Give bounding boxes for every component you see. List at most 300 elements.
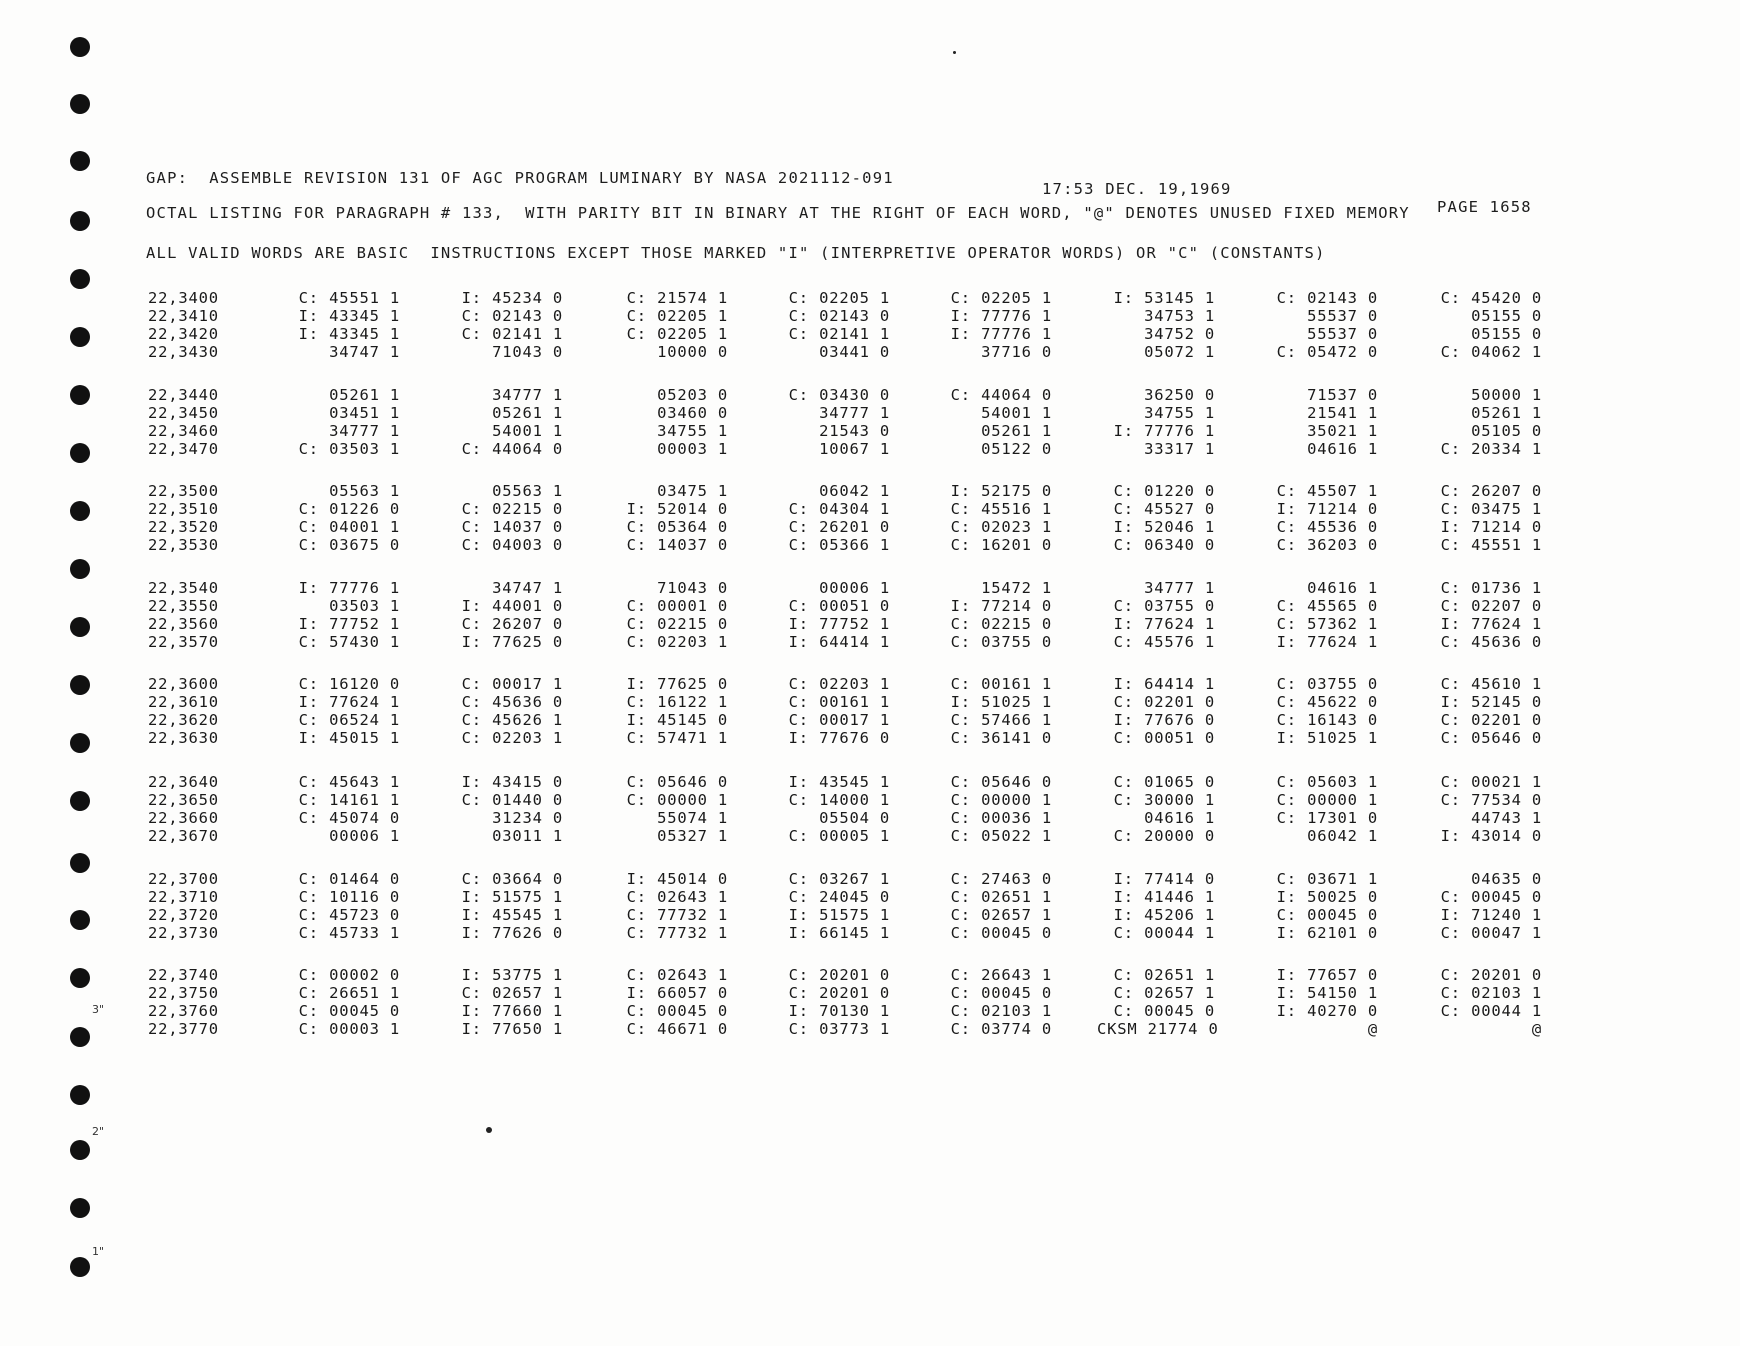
- octal-word: C: 00000 1: [1276, 791, 1378, 809]
- octal-word: I: 77657 0: [1276, 966, 1378, 984]
- octal-word: C: 02205 1: [626, 325, 728, 343]
- octal-word: C: 14037 0: [461, 518, 563, 536]
- octal-word: C: 00002 0: [298, 966, 400, 984]
- memory-address: 22,3700: [148, 870, 219, 888]
- listing-row: [0, 615, 1740, 633]
- octal-word: C: 02215 0: [461, 500, 563, 518]
- memory-address: 22,3610: [148, 693, 219, 711]
- octal-word: 36250 0: [1144, 386, 1215, 404]
- octal-word: I: 52014 0: [626, 500, 728, 518]
- octal-word: 54001 1: [981, 404, 1052, 422]
- octal-word: 05261 1: [981, 422, 1052, 440]
- octal-word: C: 02215 0: [950, 615, 1052, 633]
- memory-address: 22,3650: [148, 791, 219, 809]
- octal-word: C: 02201 0: [1440, 711, 1542, 729]
- octal-word: 05155 0: [1471, 307, 1542, 325]
- octal-word: I: 66145 1: [788, 924, 890, 942]
- memory-address: 22,3660: [148, 809, 219, 827]
- octal-word: C: 05472 0: [1276, 343, 1378, 361]
- octal-word: 05261 1: [492, 404, 563, 422]
- octal-word: I: 64414 1: [788, 633, 890, 651]
- margin-mark: 1": [92, 1245, 105, 1258]
- octal-word: C: 77732 1: [626, 924, 728, 942]
- octal-word: C: 00000 1: [950, 791, 1052, 809]
- octal-word: C: 20000 0: [1113, 827, 1215, 845]
- octal-word: C: 00161 1: [950, 675, 1052, 693]
- listing-row: [0, 924, 1740, 942]
- listing-header-title: GAP: ASSEMBLE REVISION 131 OF AGC PROGRAM LUMINARY BY NASA 2021112-091: [146, 169, 894, 187]
- octal-word: 06042 1: [1307, 827, 1378, 845]
- octal-word: C: 21574 1: [626, 289, 728, 307]
- octal-word: 31234 0: [492, 809, 563, 827]
- octal-word: I: 77214 0: [950, 597, 1052, 615]
- octal-word: C: 20201 0: [788, 984, 890, 1002]
- octal-word: C: 03475 1: [1440, 500, 1542, 518]
- octal-word: C: 02205 1: [950, 289, 1052, 307]
- memory-address: 22,3600: [148, 675, 219, 693]
- listing-timestamp: 17:53 DEC. 19,1969: [1042, 180, 1232, 198]
- octal-word: C: 02203 1: [461, 729, 563, 747]
- octal-word: C: 45420 0: [1440, 289, 1542, 307]
- octal-word: C: 20334 1: [1440, 440, 1542, 458]
- octal-word: I: 77625 0: [461, 633, 563, 651]
- octal-word: C: 16143 0: [1276, 711, 1378, 729]
- octal-word: 03451 1: [329, 404, 400, 422]
- octal-word: C: 02643 1: [626, 966, 728, 984]
- octal-word: C: 27463 0: [950, 870, 1052, 888]
- octal-word: C: 00045 0: [626, 1002, 728, 1020]
- octal-word: C: 77732 1: [626, 906, 728, 924]
- memory-address: 22,3460: [148, 422, 219, 440]
- octal-word: 04616 1: [1307, 440, 1378, 458]
- octal-word: 04616 1: [1144, 809, 1215, 827]
- listing-row: [0, 500, 1740, 518]
- octal-word: I: 45206 1: [1113, 906, 1215, 924]
- octal-word: C: 00045 0: [1113, 1002, 1215, 1020]
- listing-row: [0, 482, 1740, 500]
- octal-word: C: 45507 1: [1276, 482, 1378, 500]
- octal-word: I: 43545 1: [788, 773, 890, 791]
- octal-word: C: 20201 0: [1440, 966, 1542, 984]
- listing-row: [0, 307, 1740, 325]
- octal-word: C: 06524 1: [298, 711, 400, 729]
- octal-word: C: 16122 1: [626, 693, 728, 711]
- listing-row: [0, 791, 1740, 809]
- memory-address: 22,3730: [148, 924, 219, 942]
- octal-word: I: 44001 0: [461, 597, 563, 615]
- octal-word: C: 05646 0: [1440, 729, 1542, 747]
- octal-word: C: 00017 1: [461, 675, 563, 693]
- octal-word: 71043 0: [657, 579, 728, 597]
- octal-word: I: 77752 1: [298, 615, 400, 633]
- octal-word: I: 50025 0: [1276, 888, 1378, 906]
- octal-word: C: 05603 1: [1276, 773, 1378, 791]
- octal-word: C: 01736 1: [1440, 579, 1542, 597]
- octal-word: 03441 0: [819, 343, 890, 361]
- octal-word: C: 44064 0: [950, 386, 1052, 404]
- listing-row: [0, 440, 1740, 458]
- octal-word: 55537 0: [1307, 325, 1378, 343]
- listing-row: [0, 518, 1740, 536]
- octal-word: C: 02207 0: [1440, 597, 1542, 615]
- octal-word: 34755 1: [657, 422, 728, 440]
- octal-word: I: 77676 0: [1113, 711, 1215, 729]
- octal-word: 05504 0: [819, 809, 890, 827]
- octal-word: C: 00000 1: [626, 791, 728, 809]
- octal-word: C: 02643 1: [626, 888, 728, 906]
- listing-header-description: OCTAL LISTING FOR PARAGRAPH # 133, WITH PARITY BIT IN BINARY AT THE RIGHT OF EACH WORD, "@" DENOTES UNUSED FIXED MEMORY: [146, 204, 1410, 222]
- memory-address: 22,3540: [148, 579, 219, 597]
- octal-word: I: 71214 0: [1440, 518, 1542, 536]
- octal-word: C: 02651 1: [950, 888, 1052, 906]
- octal-word: 00006 1: [819, 579, 890, 597]
- octal-word: I: 51575 1: [788, 906, 890, 924]
- octal-word: C: 45536 0: [1276, 518, 1378, 536]
- octal-word: 50000 1: [1471, 386, 1542, 404]
- octal-word: I: 66057 0: [626, 984, 728, 1002]
- octal-word: 05155 0: [1471, 325, 1542, 343]
- octal-word: 03503 1: [329, 597, 400, 615]
- octal-word: I: 51025 1: [950, 693, 1052, 711]
- octal-word: I: 52046 1: [1113, 518, 1215, 536]
- listing-row: [0, 984, 1740, 1002]
- octal-word: C: 14037 0: [626, 536, 728, 554]
- octal-word: C: 04003 0: [461, 536, 563, 554]
- octal-word: C: 04304 1: [788, 500, 890, 518]
- octal-word: C: 45565 0: [1276, 597, 1378, 615]
- memory-address: 22,3630: [148, 729, 219, 747]
- octal-word: 34753 1: [1144, 307, 1215, 325]
- octal-word: 55537 0: [1307, 307, 1378, 325]
- octal-word: I: 41446 1: [1113, 888, 1215, 906]
- octal-word: C: 02203 1: [788, 675, 890, 693]
- octal-word: I: 77752 1: [788, 615, 890, 633]
- octal-word: 55074 1: [657, 809, 728, 827]
- octal-word: I: 77660 1: [461, 1002, 563, 1020]
- octal-word: @: [1367, 1020, 1378, 1038]
- octal-word: I: 77776 1: [950, 307, 1052, 325]
- octal-word: C: 04001 1: [298, 518, 400, 536]
- octal-word: C: 02203 1: [626, 633, 728, 651]
- octal-word: C: 05364 0: [626, 518, 728, 536]
- octal-word: C: 05646 0: [950, 773, 1052, 791]
- octal-word: 34747 1: [492, 579, 563, 597]
- octal-word: 10067 1: [819, 440, 890, 458]
- listing-row: [0, 386, 1740, 404]
- listing-row: [0, 579, 1740, 597]
- listing-row: [0, 597, 1740, 615]
- octal-word: C: 45636 0: [1440, 633, 1542, 651]
- listing-row: [0, 773, 1740, 791]
- octal-word: I: 45545 1: [461, 906, 563, 924]
- octal-word: C: 45610 1: [1440, 675, 1542, 693]
- memory-address: 22,3720: [148, 906, 219, 924]
- memory-address: 22,3470: [148, 440, 219, 458]
- octal-word: C: 00005 1: [788, 827, 890, 845]
- octal-word: I: 77624 1: [1276, 633, 1378, 651]
- octal-word: C: 57466 1: [950, 711, 1052, 729]
- octal-word: I: 64414 1: [1113, 675, 1215, 693]
- octal-word: C: 45516 1: [950, 500, 1052, 518]
- octal-word: C: 36141 0: [950, 729, 1052, 747]
- octal-word: C: 00161 1: [788, 693, 890, 711]
- octal-word: 06042 1: [819, 482, 890, 500]
- octal-word: C: 00045 0: [298, 1002, 400, 1020]
- octal-word: C: 03755 0: [1276, 675, 1378, 693]
- octal-word: C: 01220 0: [1113, 482, 1215, 500]
- octal-word: C: 02103 1: [1440, 984, 1542, 1002]
- octal-word: C: 10116 0: [298, 888, 400, 906]
- octal-word: C: 03755 0: [1113, 597, 1215, 615]
- octal-word: I: 77624 1: [1113, 615, 1215, 633]
- octal-word: C: 26643 1: [950, 966, 1052, 984]
- listing-row: [0, 809, 1740, 827]
- memory-address: 22,3520: [148, 518, 219, 536]
- memory-address: 22,3770: [148, 1020, 219, 1038]
- octal-word: I: 77624 1: [298, 693, 400, 711]
- octal-word: I: 54150 1: [1276, 984, 1378, 1002]
- octal-word: C: 14161 1: [298, 791, 400, 809]
- octal-word: 05203 0: [657, 386, 728, 404]
- octal-word: C: 00044 1: [1440, 1002, 1542, 1020]
- memory-address: 22,3640: [148, 773, 219, 791]
- octal-word: I: 52175 0: [950, 482, 1052, 500]
- octal-word: C: 02651 1: [1113, 966, 1215, 984]
- octal-word: 33317 1: [1144, 440, 1215, 458]
- octal-word: I: 45145 0: [626, 711, 728, 729]
- listing-row: [0, 536, 1740, 554]
- octal-word: C: 45074 0: [298, 809, 400, 827]
- listing-row: [0, 675, 1740, 693]
- octal-word: C: 36203 0: [1276, 536, 1378, 554]
- octal-word: I: 40270 0: [1276, 1002, 1378, 1020]
- octal-word: C: 03503 1: [298, 440, 400, 458]
- octal-word: C: 03664 0: [461, 870, 563, 888]
- octal-word: C: 45527 0: [1113, 500, 1215, 518]
- octal-word: C: 16201 0: [950, 536, 1052, 554]
- octal-word: 34747 1: [329, 343, 400, 361]
- octal-word: C: 00001 0: [626, 597, 728, 615]
- octal-word: I: 77625 0: [626, 675, 728, 693]
- octal-word: I: 77650 1: [461, 1020, 563, 1038]
- octal-word: C: 02657 1: [461, 984, 563, 1002]
- listing-row: [0, 343, 1740, 361]
- octal-word: I: 53775 1: [461, 966, 563, 984]
- memory-address: 22,3670: [148, 827, 219, 845]
- octal-word: @: [1531, 1020, 1542, 1038]
- octal-word: 71043 0: [492, 343, 563, 361]
- listing-row: [0, 325, 1740, 343]
- octal-word: I: 70130 1: [788, 1002, 890, 1020]
- octal-word: C: 03671 1: [1276, 870, 1378, 888]
- octal-word: C: 00036 1: [950, 809, 1052, 827]
- octal-word: I: 77624 1: [1440, 615, 1542, 633]
- octal-word: 03011 1: [492, 827, 563, 845]
- listing-row: [0, 966, 1740, 984]
- memory-address: 22,3510: [148, 500, 219, 518]
- memory-address: 22,3410: [148, 307, 219, 325]
- octal-word: C: 03267 1: [788, 870, 890, 888]
- octal-word: I: 45234 0: [461, 289, 563, 307]
- octal-word: C: 16120 0: [298, 675, 400, 693]
- listing-row: [0, 404, 1740, 422]
- octal-word: C: 02201 0: [1113, 693, 1215, 711]
- octal-word: I: 77776 1: [1113, 422, 1215, 440]
- listing-row: [0, 693, 1740, 711]
- octal-word: I: 71214 0: [1276, 500, 1378, 518]
- octal-word: C: 03773 1: [788, 1020, 890, 1038]
- octal-word: 34777 1: [329, 422, 400, 440]
- octal-word: I: 71240 1: [1440, 906, 1542, 924]
- octal-word: C: 04062 1: [1440, 343, 1542, 361]
- octal-word: C: 03755 0: [950, 633, 1052, 651]
- octal-word: 05105 0: [1471, 422, 1542, 440]
- listing-row: [0, 422, 1740, 440]
- octal-word: 34777 1: [492, 386, 563, 404]
- octal-word: 05327 1: [657, 827, 728, 845]
- octal-word: C: 45723 0: [298, 906, 400, 924]
- listing-row: [0, 711, 1740, 729]
- octal-word: I: 43345 1: [298, 325, 400, 343]
- octal-word: C: 77534 0: [1440, 791, 1542, 809]
- octal-word: C: 03430 0: [788, 386, 890, 404]
- octal-word: C: 02143 0: [1276, 289, 1378, 307]
- octal-word: C: 45551 1: [1440, 536, 1542, 554]
- octal-word: C: 02657 1: [950, 906, 1052, 924]
- memory-address: 22,3450: [148, 404, 219, 422]
- octal-word: I: 62101 0: [1276, 924, 1378, 942]
- listing-row: [0, 1002, 1740, 1020]
- octal-word: C: 02103 1: [950, 1002, 1052, 1020]
- octal-word: 05072 1: [1144, 343, 1215, 361]
- octal-word: C: 00051 0: [788, 597, 890, 615]
- memory-address: 22,3400: [148, 289, 219, 307]
- listing-row: [0, 827, 1740, 845]
- octal-word: I: 53145 1: [1113, 289, 1215, 307]
- octal-word: I: 77414 0: [1113, 870, 1215, 888]
- octal-word: C: 00017 1: [788, 711, 890, 729]
- octal-word: C: 00021 1: [1440, 773, 1542, 791]
- octal-word: 21541 1: [1307, 404, 1378, 422]
- memory-address: 22,3420: [148, 325, 219, 343]
- octal-word: C: 02215 0: [626, 615, 728, 633]
- octal-word: I: 77776 1: [298, 579, 400, 597]
- octal-word: C: 01226 0: [298, 500, 400, 518]
- octal-word: C: 02141 1: [461, 325, 563, 343]
- octal-word: C: 44064 0: [461, 440, 563, 458]
- memory-address: 22,3570: [148, 633, 219, 651]
- octal-word: 54001 1: [492, 422, 563, 440]
- octal-word: C: 01440 0: [461, 791, 563, 809]
- octal-word: C: 45576 1: [1113, 633, 1215, 651]
- octal-word: 05563 1: [492, 482, 563, 500]
- octal-word: I: 51025 1: [1276, 729, 1378, 747]
- memory-address: 22,3710: [148, 888, 219, 906]
- octal-word: C: 45551 1: [298, 289, 400, 307]
- octal-word: C: 05366 1: [788, 536, 890, 554]
- octal-word: C: 57471 1: [626, 729, 728, 747]
- octal-word: C: 00045 0: [1276, 906, 1378, 924]
- octal-word: C: 45636 0: [461, 693, 563, 711]
- octal-word: C: 45626 1: [461, 711, 563, 729]
- octal-word: C: 14000 1: [788, 791, 890, 809]
- octal-word: C: 45733 1: [298, 924, 400, 942]
- octal-word: I: 45014 0: [626, 870, 728, 888]
- octal-word: I: 77626 0: [461, 924, 563, 942]
- octal-word: 21543 0: [819, 422, 890, 440]
- octal-word: 05261 1: [1471, 404, 1542, 422]
- listing-row: [0, 888, 1740, 906]
- memory-address: 22,3560: [148, 615, 219, 633]
- margin-mark: 2": [92, 1125, 105, 1138]
- octal-word: I: 51575 1: [461, 888, 563, 906]
- octal-word: C: 00047 1: [1440, 924, 1542, 942]
- octal-word: 44743 1: [1471, 809, 1542, 827]
- octal-word: C: 02143 0: [788, 307, 890, 325]
- listing-header-legend: ALL VALID WORDS ARE BASIC INSTRUCTIONS EXCEPT THOSE MARKED "I" (INTERPRETIVE OPERATOR WORDS) OR "C" (CONSTANTS): [146, 244, 1326, 262]
- octal-word: I: 77776 1: [950, 325, 1052, 343]
- listing-row: [0, 289, 1740, 307]
- octal-word: 04635 0: [1471, 870, 1542, 888]
- memory-address: 22,3760: [148, 1002, 219, 1020]
- octal-word: C: 00003 1: [298, 1020, 400, 1038]
- octal-word: C: 30000 1: [1113, 791, 1215, 809]
- octal-word: C: 02143 0: [461, 307, 563, 325]
- octal-word: 34777 1: [1144, 579, 1215, 597]
- octal-word: I: 43014 0: [1440, 827, 1542, 845]
- octal-word: 34755 1: [1144, 404, 1215, 422]
- octal-word: C: 01065 0: [1113, 773, 1215, 791]
- octal-word: C: 00045 0: [950, 984, 1052, 1002]
- octal-word: C: 02657 1: [1113, 984, 1215, 1002]
- octal-word: 04616 1: [1307, 579, 1378, 597]
- octal-word: C: 24045 0: [788, 888, 890, 906]
- octal-word: C: 26201 0: [788, 518, 890, 536]
- octal-word: I: 43415 0: [461, 773, 563, 791]
- octal-word: I: 52145 0: [1440, 693, 1542, 711]
- octal-word: C: 45622 0: [1276, 693, 1378, 711]
- octal-word: 03460 0: [657, 404, 728, 422]
- octal-word: C: 05022 1: [950, 827, 1052, 845]
- octal-word: 37716 0: [981, 343, 1052, 361]
- octal-word: C: 57362 1: [1276, 615, 1378, 633]
- octal-word: C: 05646 0: [626, 773, 728, 791]
- octal-word: C: 26207 0: [1440, 482, 1542, 500]
- octal-word: C: 02205 1: [788, 289, 890, 307]
- octal-word: C: 17301 0: [1276, 809, 1378, 827]
- octal-word: I: 45015 1: [298, 729, 400, 747]
- octal-word: C: 03675 0: [298, 536, 400, 554]
- memory-address: 22,3620: [148, 711, 219, 729]
- memory-address: 22,3440: [148, 386, 219, 404]
- listing-row: [0, 633, 1740, 651]
- octal-word: C: 02141 1: [788, 325, 890, 343]
- listing-row: [0, 870, 1740, 888]
- octal-word: 34752 0: [1144, 325, 1215, 343]
- octal-word: 05563 1: [329, 482, 400, 500]
- listing-row: [0, 1020, 1740, 1038]
- octal-word: C: 00051 0: [1113, 729, 1215, 747]
- octal-word: C: 01464 0: [298, 870, 400, 888]
- octal-word: C: 26207 0: [461, 615, 563, 633]
- octal-word: 71537 0: [1307, 386, 1378, 404]
- octal-word: I: 77676 0: [788, 729, 890, 747]
- octal-word: C: 46671 0: [626, 1020, 728, 1038]
- page-number: PAGE 1658: [1437, 198, 1532, 216]
- octal-word: C: 45643 1: [298, 773, 400, 791]
- octal-word: 35021 1: [1307, 422, 1378, 440]
- memory-address: 22,3750: [148, 984, 219, 1002]
